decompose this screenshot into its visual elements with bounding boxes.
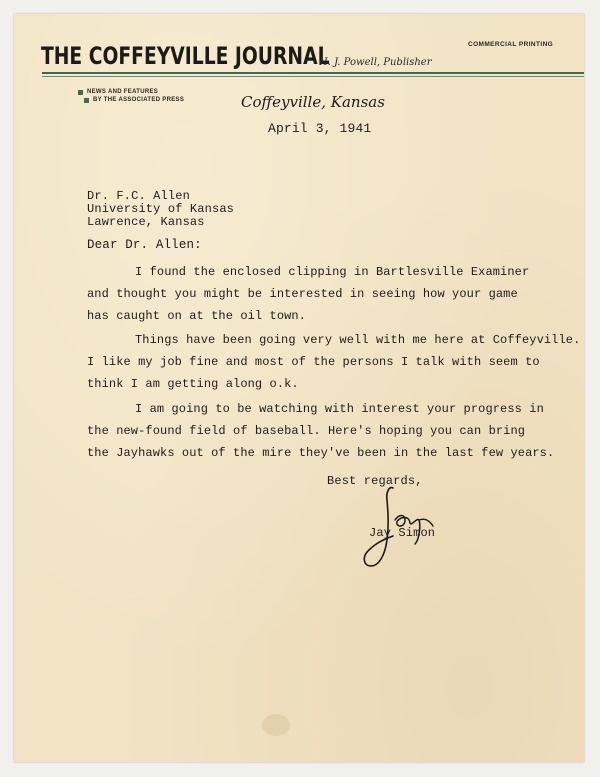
wire-service-text-2: BY THE ASSOCIATED PRESS xyxy=(93,97,185,103)
wire-service-line-2 xyxy=(84,97,184,103)
paragraph-line: I found the enclosed clipping in Bartlesville Examiner xyxy=(135,265,530,279)
paragraph-line: the new-found field of baseball. Here's hoping you can bring xyxy=(87,424,526,438)
address-line: University of Kansas xyxy=(87,202,235,216)
publisher-line: H. J. Powell, Publisher xyxy=(319,57,432,68)
address-line: Dr. F.C. Allen xyxy=(87,189,190,203)
letterhead-place: Coffeyville, Kansas xyxy=(241,93,385,111)
green-square-icon xyxy=(84,98,89,103)
paper-stain xyxy=(262,714,290,736)
paragraph-3 xyxy=(87,398,554,464)
letter-date: April 3, 1941 xyxy=(268,121,372,136)
paragraph-line: and thought you might be interested in seeing how your game xyxy=(87,287,518,301)
wire-service-line-1 xyxy=(78,89,158,95)
address-line: Lawrence, Kansas xyxy=(87,215,205,229)
letter-sheet xyxy=(14,14,584,762)
green-square-icon xyxy=(78,90,83,95)
paragraph-line: Things have been going very well with me here at Coffeyville. xyxy=(135,333,581,347)
paragraph-line: has caught on at the oil town. xyxy=(87,309,307,323)
paragraph-2 xyxy=(87,329,580,395)
paragraph-line: the Jayhawks out of the mire they've been in the last few years. xyxy=(87,446,555,460)
paragraph-line: I like my job fine and most of the persons I talk with seem to xyxy=(87,355,540,369)
salutation: Dear Dr. Allen: xyxy=(87,238,202,252)
paragraph-line: I am going to be watching with interest your progress in xyxy=(135,402,544,416)
paragraph-1 xyxy=(87,261,529,327)
commercial-printing-label: COMMERCIAL PRINTING xyxy=(468,41,554,48)
wire-service-text-1: NEWS AND FEATURES xyxy=(87,89,159,95)
paragraph-line: think I am getting along o.k. xyxy=(87,377,299,391)
newspaper-masthead: THE COFFEYVILLE JOURNAL xyxy=(41,42,330,70)
letterhead-rule-thin xyxy=(42,76,584,77)
letterhead-rule xyxy=(42,72,584,74)
closing: Best regards, xyxy=(327,474,423,488)
typed-signature-name: Jay Simon xyxy=(369,526,436,540)
